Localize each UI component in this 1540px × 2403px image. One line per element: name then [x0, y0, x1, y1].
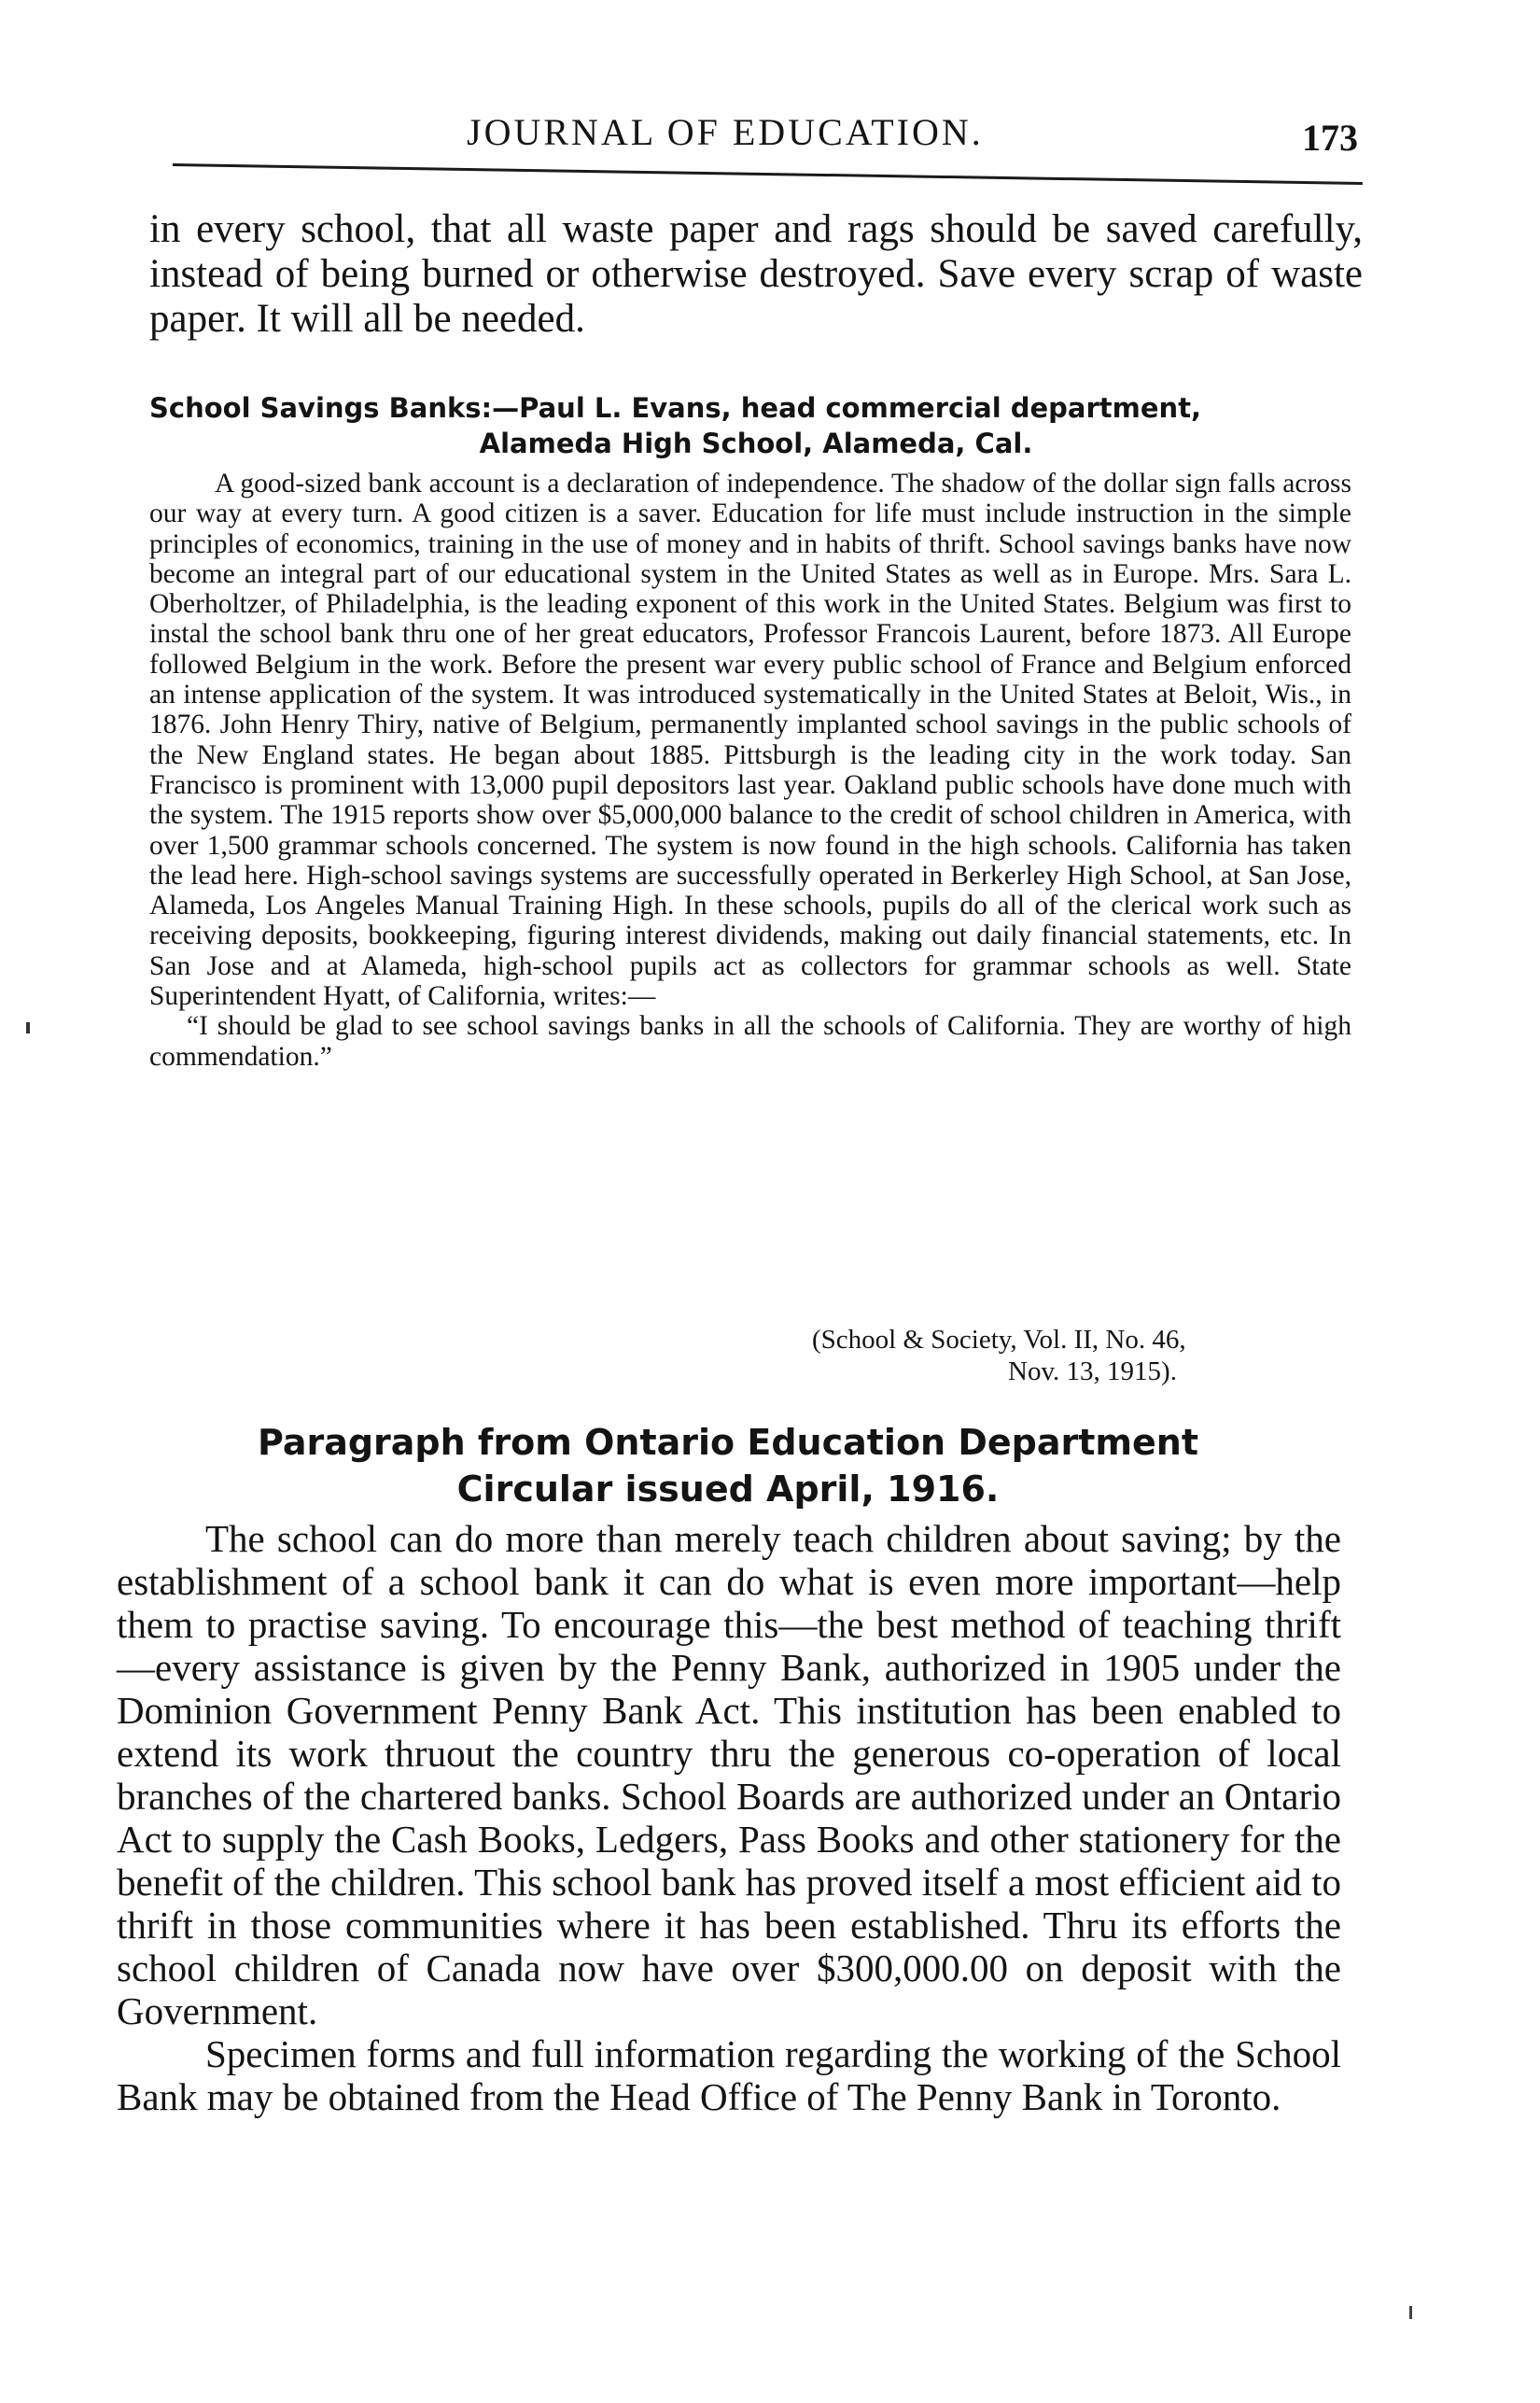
section-heading-ontario: [187, 1419, 1269, 1512]
section-heading-line-2: Circular issued April, 1916.: [456, 1468, 1000, 1510]
article-quote: “I should be glad to see school savings banks in all the schools of California. They are worthy of high commendation.”: [149, 1011, 1351, 1072]
circular-paragraph-2: Specimen forms and full information regarding the working of the School Bank may be obtained from the Head Office of The Penny Bank in Toronto.: [117, 2032, 1341, 2118]
section-heading-affiliation: Alameda High School, Alameda, Cal.: [479, 428, 1033, 459]
margin-mark: [1409, 2306, 1412, 2319]
source-citation: [812, 1324, 1353, 1387]
citation-line-2: Nov. 13, 1915).: [1008, 1356, 1177, 1386]
continued-paragraph: in every school, that all waste paper and rags should be saved carefully, instead of being burned or otherwise destroyed. Save every scrap of waste paper. It will all be needed.: [149, 207, 1363, 341]
citation-line-1: (School & Society, Vol. II, No. 46,: [812, 1325, 1186, 1355]
margin-mark: [26, 1022, 30, 1033]
section-heading-line-1: Paragraph from Ontario Education Department: [257, 1422, 1198, 1463]
page-number: 173: [1302, 117, 1358, 159]
circular-paragraph-1: The school can do more than merely teach children about saving; by the establishment of a school bank it can do what is even more important—help them to practise saving. To encourage this—the best method of teaching thrift—every assistance is given by the Penny Bank, authorized in 1905 under the Dominion Government Penny Bank Act. This institution has been enabled to extend its work thruout the country thru the generous co-operation of local branches of the chartered banks. School Boards are authorized under an Ontario Act to supply the Cash Books, Ledgers, Pass Books and other stationery for the benefit of the children. This school bank has proved itself a most efficient aid to thrift in those communities where it has been established. Thru its efforts the school children of Canada now have over $300,000.00 on deposit with the Government.: [117, 1517, 1341, 2032]
running-head: JOURNAL OF EDUCATION.: [467, 111, 984, 153]
header-rule: [173, 163, 1363, 185]
section-heading-school-savings: [149, 390, 1363, 461]
section-heading-lead: School Savings Banks:—Paul L. Evans, head commercial department,: [149, 392, 1202, 424]
ontario-circular-text: [117, 1517, 1341, 2118]
school-savings-article: [149, 469, 1351, 1072]
article-paragraph: A good-sized bank account is a declaration of independence. The shadow of the dollar sign falls across our way at every turn. A good citizen is a saver. Education for life must include instruction in the simple principles of economics, training in the use of money and in habits of thrift. School savings banks have now become an integral part of our educational system in the United States as well as in Europe. Mrs. Sara L. Oberholtzer, of Philadelphia, is the leading exponent of this work in the United States. Belgium was first to instal the school bank thru one of her great educators, Professor Francois Laurent, before 1873. All Europe followed Belgium in the work. Before the present war every public school of France and Belgium enforced an intense application of the system. It was introduced systematically in the United States at Beloit, Wis., in 1876. John Henry Thiry, native of Belgium, permanently implanted school savings in the public schools of the New England states. He began about 1885. Pittsburgh is the leading city in the work today. San Francisco is prominent with 13,000 pupil depositors last year. Oakland public schools have done much with the system. The 1915 reports show over $5,000,000 balance to the credit of school children in America, with over 1,500 grammar schools concerned. The system is now found in the high schools. California has taken the lead here. High-school savings systems are successfully operated in Berkerley High School, at San Jose, Alameda, Los Angeles Manual Training High. In these schools, pupils do all of the clerical work such as receiving deposits, bookkeeping, figuring interest dividends, making out daily financial statements, etc. In San Jose and at Alameda, high-school pupils act as collectors for grammar schools as well. State Superintendent Hyatt, of California, writes:—: [149, 469, 1351, 1012]
